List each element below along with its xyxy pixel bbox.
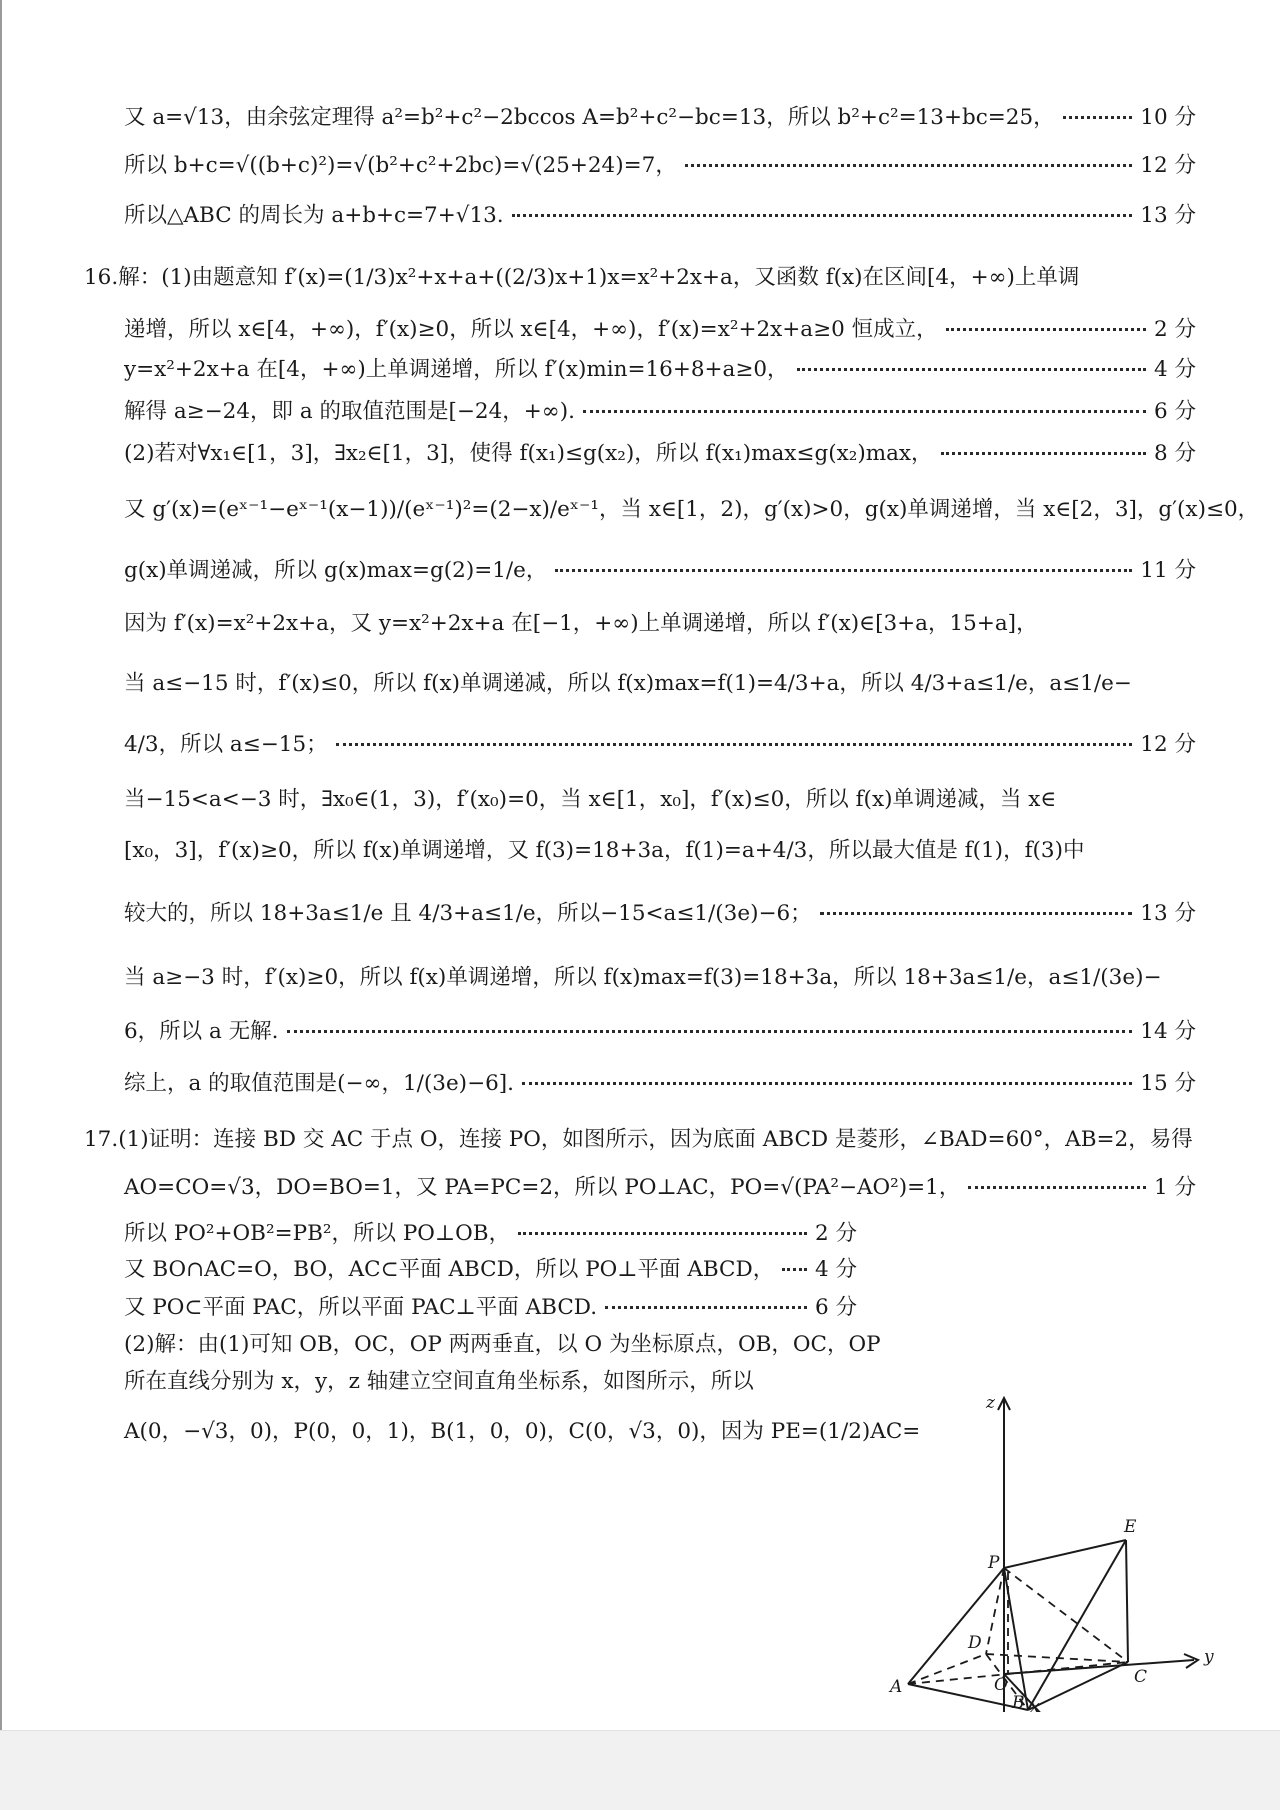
edge-ab [908, 1684, 1028, 1710]
score-label: 14 分 [1140, 1019, 1196, 1044]
y-axis-line [1004, 1660, 1194, 1674]
score-label: 15 分 [1140, 1071, 1196, 1096]
solution-line: 当 a≤−15 时，f′(x)≤0，所以 f(x)单调递减，所以 f(x)max=f(1)=4/3+a，所以 4/3+a≤1/e，a≤1/e− [124, 671, 1132, 696]
edge-pa [908, 1568, 1004, 1684]
solution-line: AO=CO=√3，DO=BO=1，又 PA=PC=2，所以 PO⊥AC，PO=√(PA²−AO²)=1， 1 分 [124, 1170, 1196, 1201]
score-label: 12 分 [1140, 153, 1196, 178]
solution-line: 所以 PO²+OB²=PB²，所以 PO⊥OB， 2 分 [124, 1216, 857, 1247]
solution-line: 所以 b+c=√((b+c)²)=√(b²+c²+2bc)=√(25+24)=7， 12 分 [124, 148, 1196, 179]
score-label: 13 分 [1140, 203, 1196, 228]
score-label: 13 分 [1140, 901, 1196, 926]
solution-line: 所在直线分别为 x，y，z 轴建立空间直角坐标系，如图所示，所以 [124, 1369, 754, 1394]
score-label: 4 分 [1153, 357, 1196, 382]
solution-line: 又 BO∩AC=O，BO，AC⊂平面 ABCD，所以 PO⊥平面 ABCD， 4 分 [124, 1252, 857, 1283]
solution-line: 当 a≥−3 时，f′(x)≥0，所以 f(x)单调递增，所以 f(x)max=f(3)=18+3a，所以 18+3a≤1/e，a≤1/(3e)− [124, 965, 1162, 990]
solution-line: 6，所以 a 无解. 14 分 [124, 1014, 1196, 1045]
solution-line: (2)若对∀x₁∈[1，3]，∃x₂∈[1，3]，使得 f(x₁)≤g(x₂)，所以 f(x₁)max≤g(x₂)max， 8 分 [124, 436, 1196, 467]
pyramid-coordinate-figure [864, 1392, 1224, 1712]
label-p: P [988, 1553, 1000, 1573]
score-label: 6 分 [814, 1295, 857, 1320]
solution-line: 较大的，所以 18+3a≤1/e 且 4/3+a≤1/e，所以−15<a≤1/(3e)−6； 13 分 [124, 896, 1196, 927]
score-label: 4 分 [814, 1257, 857, 1282]
solution-line: y=x²+2x+a 在[4，+∞)上单调递增，所以 f′(x)min=16+8+a≥0， 4 分 [124, 352, 1196, 383]
label-b: B [1012, 1693, 1025, 1712]
label-e: E [1124, 1517, 1137, 1537]
solution-line: 递增，所以 x∈[4，+∞)，f′(x)≥0，所以 x∈[4，+∞)，f′(x)=x²+2x+a≥0 恒成立， 2 分 [124, 312, 1196, 343]
label-o: O [994, 1675, 1008, 1695]
solution-line: 当−15<a<−3 时，∃x₀∈(1，3)，f′(x₀)=0，当 x∈[1，x₀]，f′(x)≤0，所以 f(x)单调递减，当 x∈ [124, 787, 1057, 812]
score-label: 2 分 [814, 1221, 857, 1246]
label-d: D [968, 1633, 982, 1653]
edge-pd [986, 1568, 1004, 1654]
score-label: 1 分 [1153, 1175, 1196, 1200]
edge-ec [1126, 1540, 1128, 1662]
label-a: A [890, 1677, 903, 1697]
label-x: x [1030, 1697, 1040, 1712]
score-label: 12 分 [1140, 732, 1196, 757]
solution-line: 又 g′(x)=(eˣ⁻¹−eˣ⁻¹(x−1))/(eˣ⁻¹)²=(2−x)/eˣ⁻¹，当 x∈[1，2)，g′(x)>0，g(x)单调递增，当 x∈[2，3]，g′(x)≤0， [124, 497, 1260, 522]
score-label: 8 分 [1153, 441, 1196, 466]
score-label: 6 分 [1153, 399, 1196, 424]
problem-17-heading: 17.(1)证明：连接 BD 交 AC 于点 O，连接 PO，如图所示，因为底面 ABCD 是菱形，∠BAD=60°，AB=2，易得 [84, 1127, 1193, 1152]
solution-line: 又 PO⊂平面 PAC，所以平面 PAC⊥平面 ABCD. 6 分 [124, 1290, 857, 1321]
label-c: C [1134, 1667, 1148, 1687]
bottom-band [0, 1730, 1280, 1810]
score-label: 10 分 [1140, 105, 1196, 130]
edge-pe [1004, 1540, 1126, 1568]
solution-line: 解得 a≥−24，即 a 的取值范围是[−24，+∞). 6 分 [124, 394, 1196, 425]
problem-16-heading: 16.解：(1)由题意知 f′(x)=(1/3)x²+x+a+((2/3)x+1)x=x²+2x+a，又函数 f(x)在区间[4，+∞)上单调 [84, 265, 1080, 290]
edge-pc [1004, 1568, 1128, 1662]
solution-line: 又 a=√13，由余弦定理得 a²=b²+c²−2bccos A=b²+c²−bc=13，所以 b²+c²=13+bc=25， 10 分 [124, 100, 1196, 131]
solution-line: 因为 f′(x)=x²+2x+a，又 y=x²+2x+a 在[−1，+∞)上单调递增，所以 f′(x)∈[3+a，15+a]， [124, 611, 1038, 636]
solution-line: (2)解：由(1)可知 OB，OC，OP 两两垂直，以 O 为坐标原点，OB，OC，OP [124, 1332, 881, 1357]
solution-line: g(x)单调递减，所以 g(x)max=g(2)=1/e， 11 分 [124, 553, 1196, 584]
edge-be [1028, 1540, 1126, 1710]
solution-line: A(0，−√3，0)，P(0，0，1)，B(1，0，0)，C(0，√3，0)，因为 PE=(1/2)AC= [124, 1419, 921, 1444]
label-y: y [1204, 1647, 1214, 1667]
solution-line: [x₀，3]，f′(x)≥0，所以 f(x)单调递增，又 f(3)=18+3a，f(1)=a+4/3，所以最大值是 f(1)，f(3)中 [124, 838, 1085, 863]
solution-line: 4/3，所以 a≤−15； 12 分 [124, 727, 1196, 758]
solution-line: 所以△ABC 的周长为 a+b+c=7+√13. 13 分 [124, 198, 1196, 229]
score-label: 11 分 [1140, 558, 1196, 583]
solution-line: 综上，a 的取值范围是(−∞，1/(3e)−6]. 15 分 [124, 1066, 1196, 1097]
label-z: z [986, 1393, 995, 1413]
score-label: 2 分 [1153, 317, 1196, 342]
